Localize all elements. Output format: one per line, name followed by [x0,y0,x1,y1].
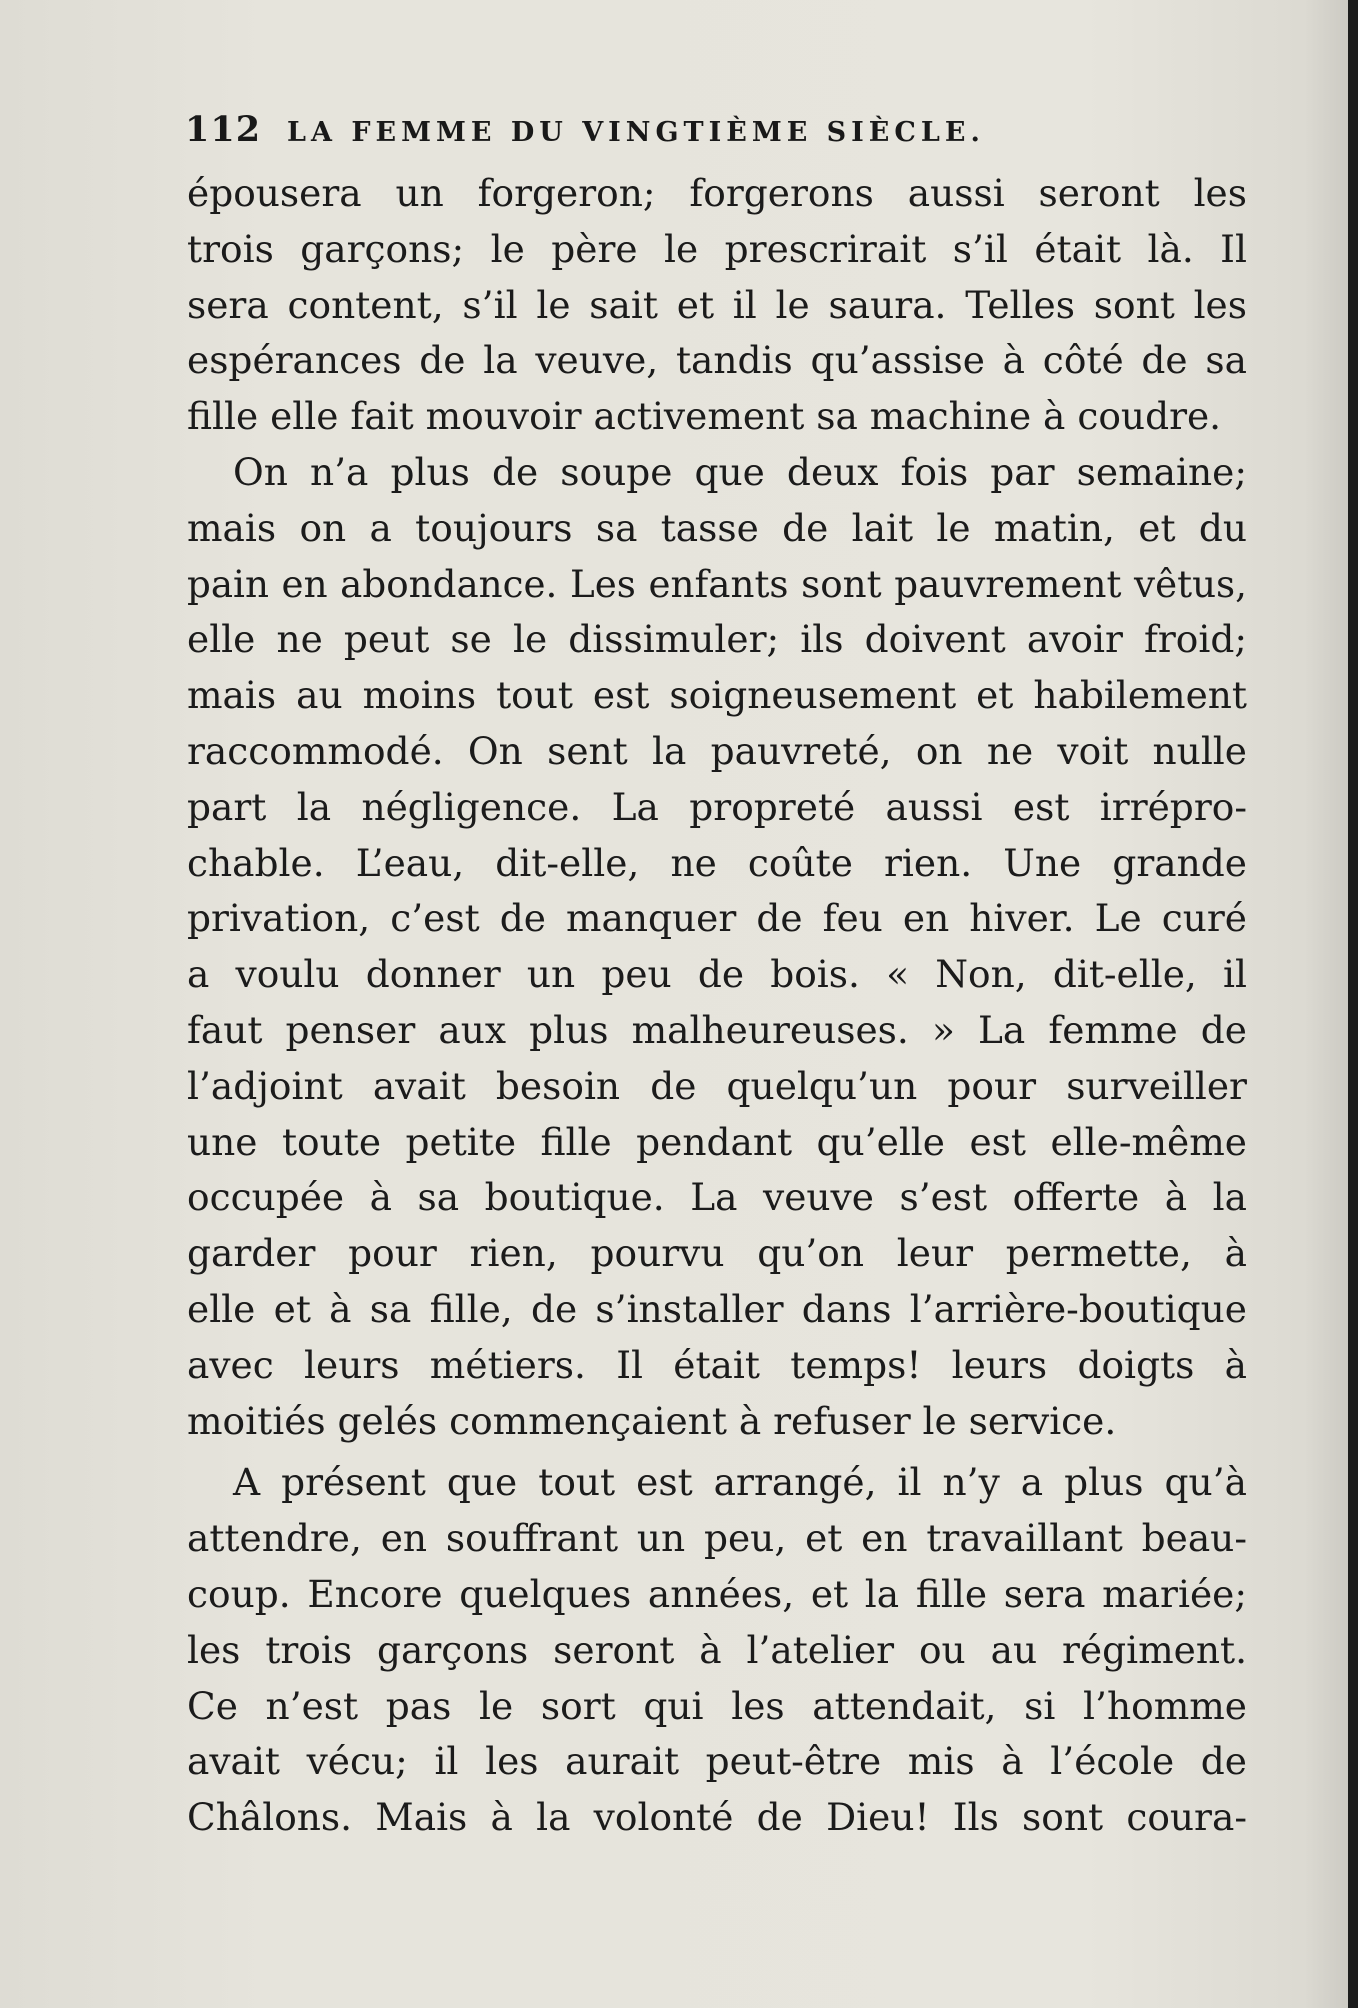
text-line: a voulu donner un peu de bois. « Non, dit-elle, il [187,952,1247,997]
body-text [187,166,1247,1846]
text-line: Châlons. Mais à la volonté de Dieu! Ils sont coura- [187,1795,1247,1840]
text-line: privation, c’est de manquer de feu en hiver. Le curé [187,896,1247,941]
text-line: mais on a toujours sa tasse de lait le matin, et du [187,505,1247,550]
text-line: garder pour rien, pourvu qu’on leur permette, à [187,1231,1247,1276]
running-title: LA FEMME DU VINGTIÈME SIÈCLE. [287,117,985,148]
text-line: elle et à sa fille, de s’installer dans l’arrière-boutique [187,1286,1247,1331]
text-line: chable. L’eau, dit-elle, ne coûte rien. Une grande [187,840,1247,885]
text-line: A présent que tout est arrangé, il n’y a plus qu’à [233,1460,1247,1505]
text-line: On n’a plus de soupe que deux fois par semaine; [233,449,1247,494]
text-line: trois garçons; le père le prescrirait s’il était là. Il [187,226,1247,271]
text-line: part la négligence. La propreté aussi est irrépro- [187,784,1247,829]
text-line: sera content, s’il le sait et il le saura. Telles sont les [187,282,1247,327]
text-line: épousera un forgeron; forgerons aussi seront les [187,171,1247,215]
running-head [185,108,1245,155]
text-line: avec leurs métiers. Il était temps! leurs doigts à [187,1342,1247,1387]
text-line: Ce n’est pas le sort qui les attendait, si l’homme [187,1683,1247,1728]
text-line: coup. Encore quelques années, et la fille sera mariée; [187,1571,1247,1616]
text-line: fille elle fait mouvoir activement sa machine à coudre. [187,394,1222,439]
text-line: moitiés gelés commençaient à refuser le service. [187,1398,1117,1443]
text-line: l’adjoint avait besoin de quelqu’un pour surveiller [187,1063,1247,1108]
text-line: avait vécu; il les aurait peut-être mis à l’école de [187,1739,1247,1784]
text-line: occupée à sa boutique. La veuve s’est offerte à la [187,1175,1247,1220]
page-number: 112 [185,109,262,150]
text-line: une toute petite fille pendant qu’elle est elle-même [187,1119,1247,1164]
text-line: attendre, en souffrant un peu, et en travaillant beau- [187,1516,1247,1561]
text-line: les trois garçons seront à l’atelier ou au régiment. [187,1627,1247,1672]
text-line: mais au moins tout est soigneusement et habilement [187,673,1247,718]
page-edge-shadow [1348,0,1358,2008]
text-line: elle ne peut se le dissimuler; ils doivent avoir froid; [187,617,1247,662]
text-line: faut penser aux plus malheureuses. » La femme de [187,1007,1247,1052]
text-line: raccommodé. On sent la pauvreté, on ne voit nulle [187,728,1247,773]
text-line: pain en abondance. Les enfants sont pauvrement vêtus, [187,561,1247,606]
text-line: espérances de la veuve, tandis qu’assise à côté de sa [187,338,1247,383]
